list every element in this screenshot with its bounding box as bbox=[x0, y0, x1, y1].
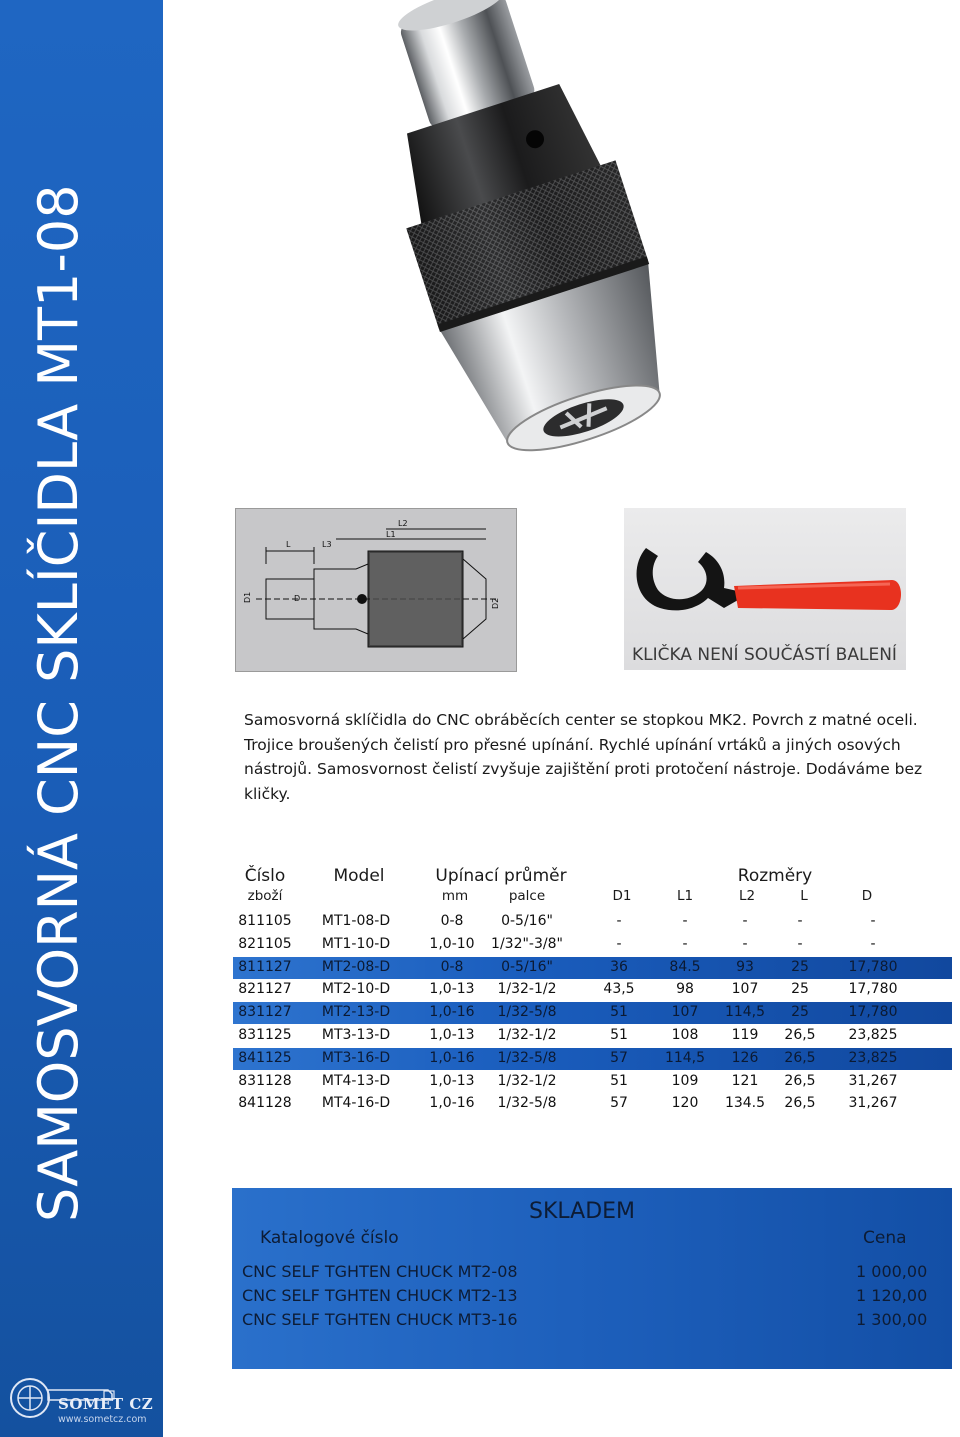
logo-url[interactable]: www.sometcz.com bbox=[58, 1414, 147, 1425]
stock-catalog-header: Katalogové číslo bbox=[260, 1228, 399, 1248]
cell-cislo: 811127 bbox=[238, 958, 292, 975]
cell-d1: 51 bbox=[610, 1027, 628, 1043]
header-cislo: Číslo bbox=[244, 866, 286, 886]
header-model: Model bbox=[333, 866, 385, 886]
cell-palce: 1/32-1/2 bbox=[497, 1027, 557, 1043]
cell-model: MT3-13-D bbox=[321, 1027, 391, 1043]
cell-l: 25 bbox=[791, 981, 809, 998]
header-l: L bbox=[800, 888, 808, 904]
cell-mm: 1,0-10 bbox=[429, 935, 475, 952]
logo-name: SOMET CZ bbox=[58, 1395, 154, 1413]
table-row bbox=[233, 957, 952, 979]
cell-d: 31,267 bbox=[848, 1095, 898, 1112]
cell-cislo: 831128 bbox=[238, 1072, 292, 1089]
stock-item-name: CNC SELF TGHTEN CHUCK MT2-08 bbox=[242, 1262, 518, 1281]
svg-text:D: D bbox=[294, 594, 301, 603]
table-row bbox=[233, 979, 952, 1001]
cell-d: 23,825 bbox=[848, 1027, 898, 1043]
cell-l2: - bbox=[742, 913, 748, 929]
product-description: Samosvorná sklíčidla do CNC obráběcích center se stopkou MK2. Povrch z matné oceli. Trojice broušených čelistí pro přesné upínání. Rychlé upínání vrtáků a jiných osových nástrojů. Samosvornost čelistí zvyšuje zajištění proti protočení nástroje. Dodáváme bez kličky. bbox=[244, 711, 923, 803]
page-title: SAMOSVORNÁ CNC SKLÍČIDLA MT1-08 bbox=[27, 184, 90, 1222]
cell-d1: 57 bbox=[610, 1095, 628, 1112]
cell-mm: 0-8 bbox=[440, 913, 464, 929]
stock-item-price: 1 120,00 bbox=[856, 1286, 928, 1305]
wrench-caption: KLIČKA NENÍ SOUČÁSTÍ BALENÍ bbox=[632, 645, 897, 665]
table-row bbox=[233, 911, 952, 933]
cell-l2: 126 bbox=[731, 1049, 759, 1066]
header-rozmery: Rozměry bbox=[737, 866, 813, 886]
cell-palce: 0-5/16" bbox=[501, 958, 553, 975]
cell-l1: 114,5 bbox=[664, 1049, 706, 1066]
svg-text:L2: L2 bbox=[398, 519, 408, 528]
table-row bbox=[233, 1048, 952, 1070]
cell-d1: 36 bbox=[610, 958, 628, 975]
cell-d: 31,267 bbox=[848, 1072, 898, 1089]
cell-d1: 57 bbox=[610, 1049, 628, 1066]
cell-l: 25 bbox=[791, 958, 809, 975]
technical-drawing bbox=[235, 508, 517, 672]
cell-l1: 108 bbox=[671, 1027, 699, 1043]
header-d: D bbox=[861, 888, 873, 904]
cell-mm: 1,0-16 bbox=[429, 1095, 475, 1112]
cell-cislo: 841128 bbox=[238, 1095, 292, 1112]
cell-l2: 107 bbox=[731, 981, 759, 998]
cell-palce: 1/32-1/2 bbox=[497, 1072, 557, 1089]
cell-d1: 43,5 bbox=[603, 981, 635, 998]
cell-l1: 109 bbox=[671, 1072, 699, 1089]
table-row bbox=[233, 1071, 952, 1093]
cell-mm: 1,0-13 bbox=[429, 1072, 475, 1089]
stock-item-name: CNC SELF TGHTEN CHUCK MT3-16 bbox=[242, 1310, 518, 1329]
table-row bbox=[233, 1002, 952, 1024]
svg-text:L3: L3 bbox=[322, 540, 332, 549]
stock-price-header: Cena bbox=[863, 1228, 907, 1248]
header-upinaci: Upínací průměr bbox=[435, 866, 567, 886]
cell-d: - bbox=[870, 935, 876, 952]
stock-item-price: 1 000,00 bbox=[856, 1262, 928, 1281]
header-palce: palce bbox=[508, 888, 546, 904]
cell-palce: 0-5/16" bbox=[501, 913, 553, 929]
cell-model: MT1-08-D bbox=[321, 913, 391, 929]
table-row bbox=[233, 1025, 952, 1047]
cell-mm: 1,0-16 bbox=[429, 1049, 475, 1066]
cell-mm: 1,0-13 bbox=[429, 981, 475, 998]
cell-d: 23,825 bbox=[848, 1049, 898, 1066]
cell-l2: 93 bbox=[736, 958, 754, 975]
cell-l1: - bbox=[682, 913, 688, 929]
cell-mm: 0-8 bbox=[440, 958, 464, 975]
cell-d: 17,780 bbox=[848, 958, 898, 975]
cell-cislo: 821127 bbox=[238, 981, 292, 998]
cell-mm: 1,0-16 bbox=[429, 1004, 475, 1021]
cell-l1: 84.5 bbox=[669, 958, 701, 975]
cell-d1: - bbox=[616, 913, 622, 929]
cell-model: MT1-10-D bbox=[321, 935, 391, 952]
cell-l: 26,5 bbox=[784, 1027, 816, 1043]
cell-mm: 1,0-13 bbox=[429, 1027, 475, 1043]
cell-model: MT4-13-D bbox=[321, 1072, 391, 1089]
header-l2: L2 bbox=[738, 888, 756, 904]
svg-text:D1: D1 bbox=[243, 591, 252, 603]
cell-l: 26,5 bbox=[784, 1095, 816, 1112]
table-row bbox=[233, 934, 952, 956]
product-photo bbox=[270, 0, 830, 500]
cell-l1: 107 bbox=[671, 1004, 699, 1021]
cell-cislo: 831127 bbox=[238, 1004, 292, 1021]
cell-l2: - bbox=[742, 935, 748, 952]
header-l1: L1 bbox=[676, 888, 694, 904]
stock-item-name: CNC SELF TGHTEN CHUCK MT2-13 bbox=[242, 1286, 518, 1305]
svg-text:L1: L1 bbox=[386, 530, 396, 539]
cell-model: MT2-08-D bbox=[321, 958, 391, 975]
cell-l: 26,5 bbox=[784, 1072, 816, 1089]
cell-palce: 1/32-5/8 bbox=[497, 1095, 557, 1112]
header-d1: D1 bbox=[612, 888, 632, 904]
cell-palce: 1/32-5/8 bbox=[497, 1049, 557, 1066]
cell-d1: 51 bbox=[610, 1004, 628, 1021]
cell-model: MT3-16-D bbox=[321, 1049, 391, 1066]
cell-cislo: 831125 bbox=[238, 1027, 292, 1043]
cell-model: MT2-13-D bbox=[321, 1004, 391, 1021]
cell-l: 25 bbox=[791, 1004, 809, 1021]
cell-l2: 121 bbox=[731, 1072, 759, 1089]
cell-l: - bbox=[797, 913, 803, 929]
svg-text:L: L bbox=[286, 540, 291, 549]
cell-l1: - bbox=[682, 935, 688, 952]
cell-model: MT4-16-D bbox=[321, 1095, 391, 1112]
cell-d1: - bbox=[616, 935, 622, 952]
cell-d1: 51 bbox=[610, 1072, 628, 1089]
cell-palce: 1/32"-3/8" bbox=[491, 935, 563, 952]
header-mm: mm bbox=[441, 888, 469, 904]
table-row bbox=[233, 1093, 952, 1115]
cell-l1: 98 bbox=[676, 981, 694, 998]
cell-l: - bbox=[797, 935, 803, 952]
cell-cislo: 821105 bbox=[238, 935, 292, 952]
cell-d: 17,780 bbox=[848, 1004, 898, 1021]
svg-text:D2: D2 bbox=[491, 597, 500, 609]
cell-cislo: 811105 bbox=[238, 913, 292, 929]
cell-palce: 1/32-1/2 bbox=[497, 981, 557, 998]
cell-palce: 1/32-5/8 bbox=[497, 1004, 557, 1021]
cell-l2: 134.5 bbox=[724, 1095, 766, 1112]
cell-d: - bbox=[870, 913, 876, 929]
cell-l2: 114,5 bbox=[724, 1004, 766, 1021]
cell-l2: 119 bbox=[731, 1027, 759, 1043]
cell-l: 26,5 bbox=[784, 1049, 816, 1066]
stock-title: SKLADEM bbox=[529, 1199, 636, 1224]
cell-l1: 120 bbox=[671, 1095, 699, 1112]
stock-item-price: 1 300,00 bbox=[856, 1310, 928, 1329]
cell-d: 17,780 bbox=[848, 981, 898, 998]
header-zbozi: zboží bbox=[247, 888, 283, 904]
cell-cislo: 841125 bbox=[238, 1049, 292, 1066]
cell-model: MT2-10-D bbox=[321, 981, 391, 998]
